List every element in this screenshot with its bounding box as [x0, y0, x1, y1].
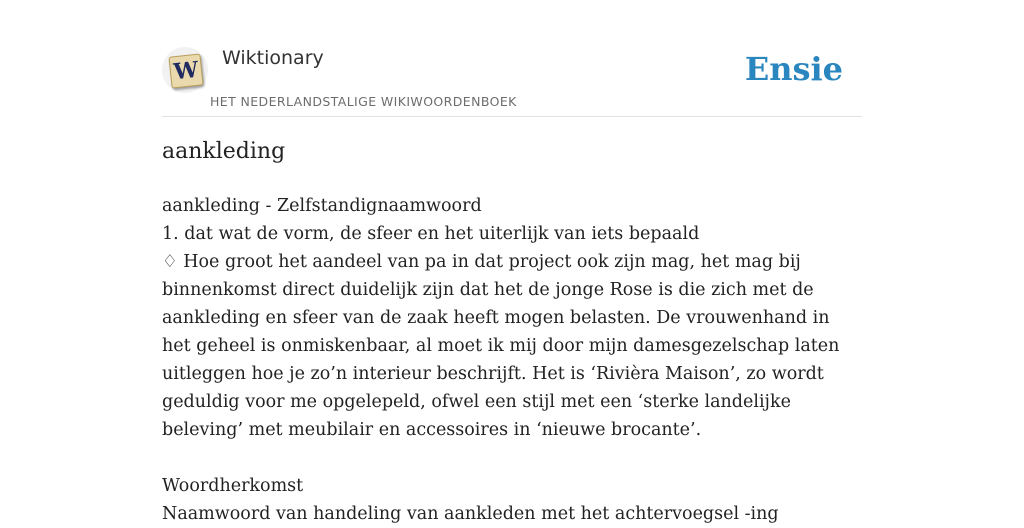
entry-definition: 1. dat wat de vorm, de sfeer en het uiterlijk van iets bepaald — [162, 224, 700, 244]
wiktionary-tile-icon: W — [168, 53, 203, 88]
etymology-heading: Woordherkomst — [162, 476, 304, 496]
site-subtitle: HET NEDERLANDSTALIGE WIKIWOORDENBOEK — [210, 94, 517, 109]
wiktionary-logo[interactable] — [162, 47, 208, 93]
entry-heading-line: aankleding - Zelfstandignaamwoord — [162, 196, 482, 216]
ensie-brand-link[interactable]: Ensie — [744, 50, 843, 88]
entry-example: ♢ Hoe groot het aandeel van pa in dat project ook zijn mag, het mag bij binnenkomst direct duidelijk zijn dat het de jonge Rose is die zich met de aankleding en sfeer van de zaak heeft mogen belasten. De vrouwenhand in het geheel is onmiskenbaar, al moet ik mij door mijn damesgezelschap laten uitleggen hoe je zo’n interieur beschrijft. Het is ‘Rivièra Maison’, zo wordt geduldig voor me opgelepeld, ofwel een stijl met een ‘sterke landelijke beleving’ met meubilair en accessoires in ‘nieuwe brocante’. — [162, 252, 840, 440]
entry-content — [162, 192, 862, 528]
site-name[interactable]: Wiktionary — [222, 47, 324, 69]
entry-title: aankleding — [162, 139, 286, 164]
etymology-text: Naamwoord van handeling van aankleden met het achtervoegsel -ing — [162, 504, 779, 524]
section-spacer — [162, 444, 862, 472]
site-header — [162, 44, 862, 117]
